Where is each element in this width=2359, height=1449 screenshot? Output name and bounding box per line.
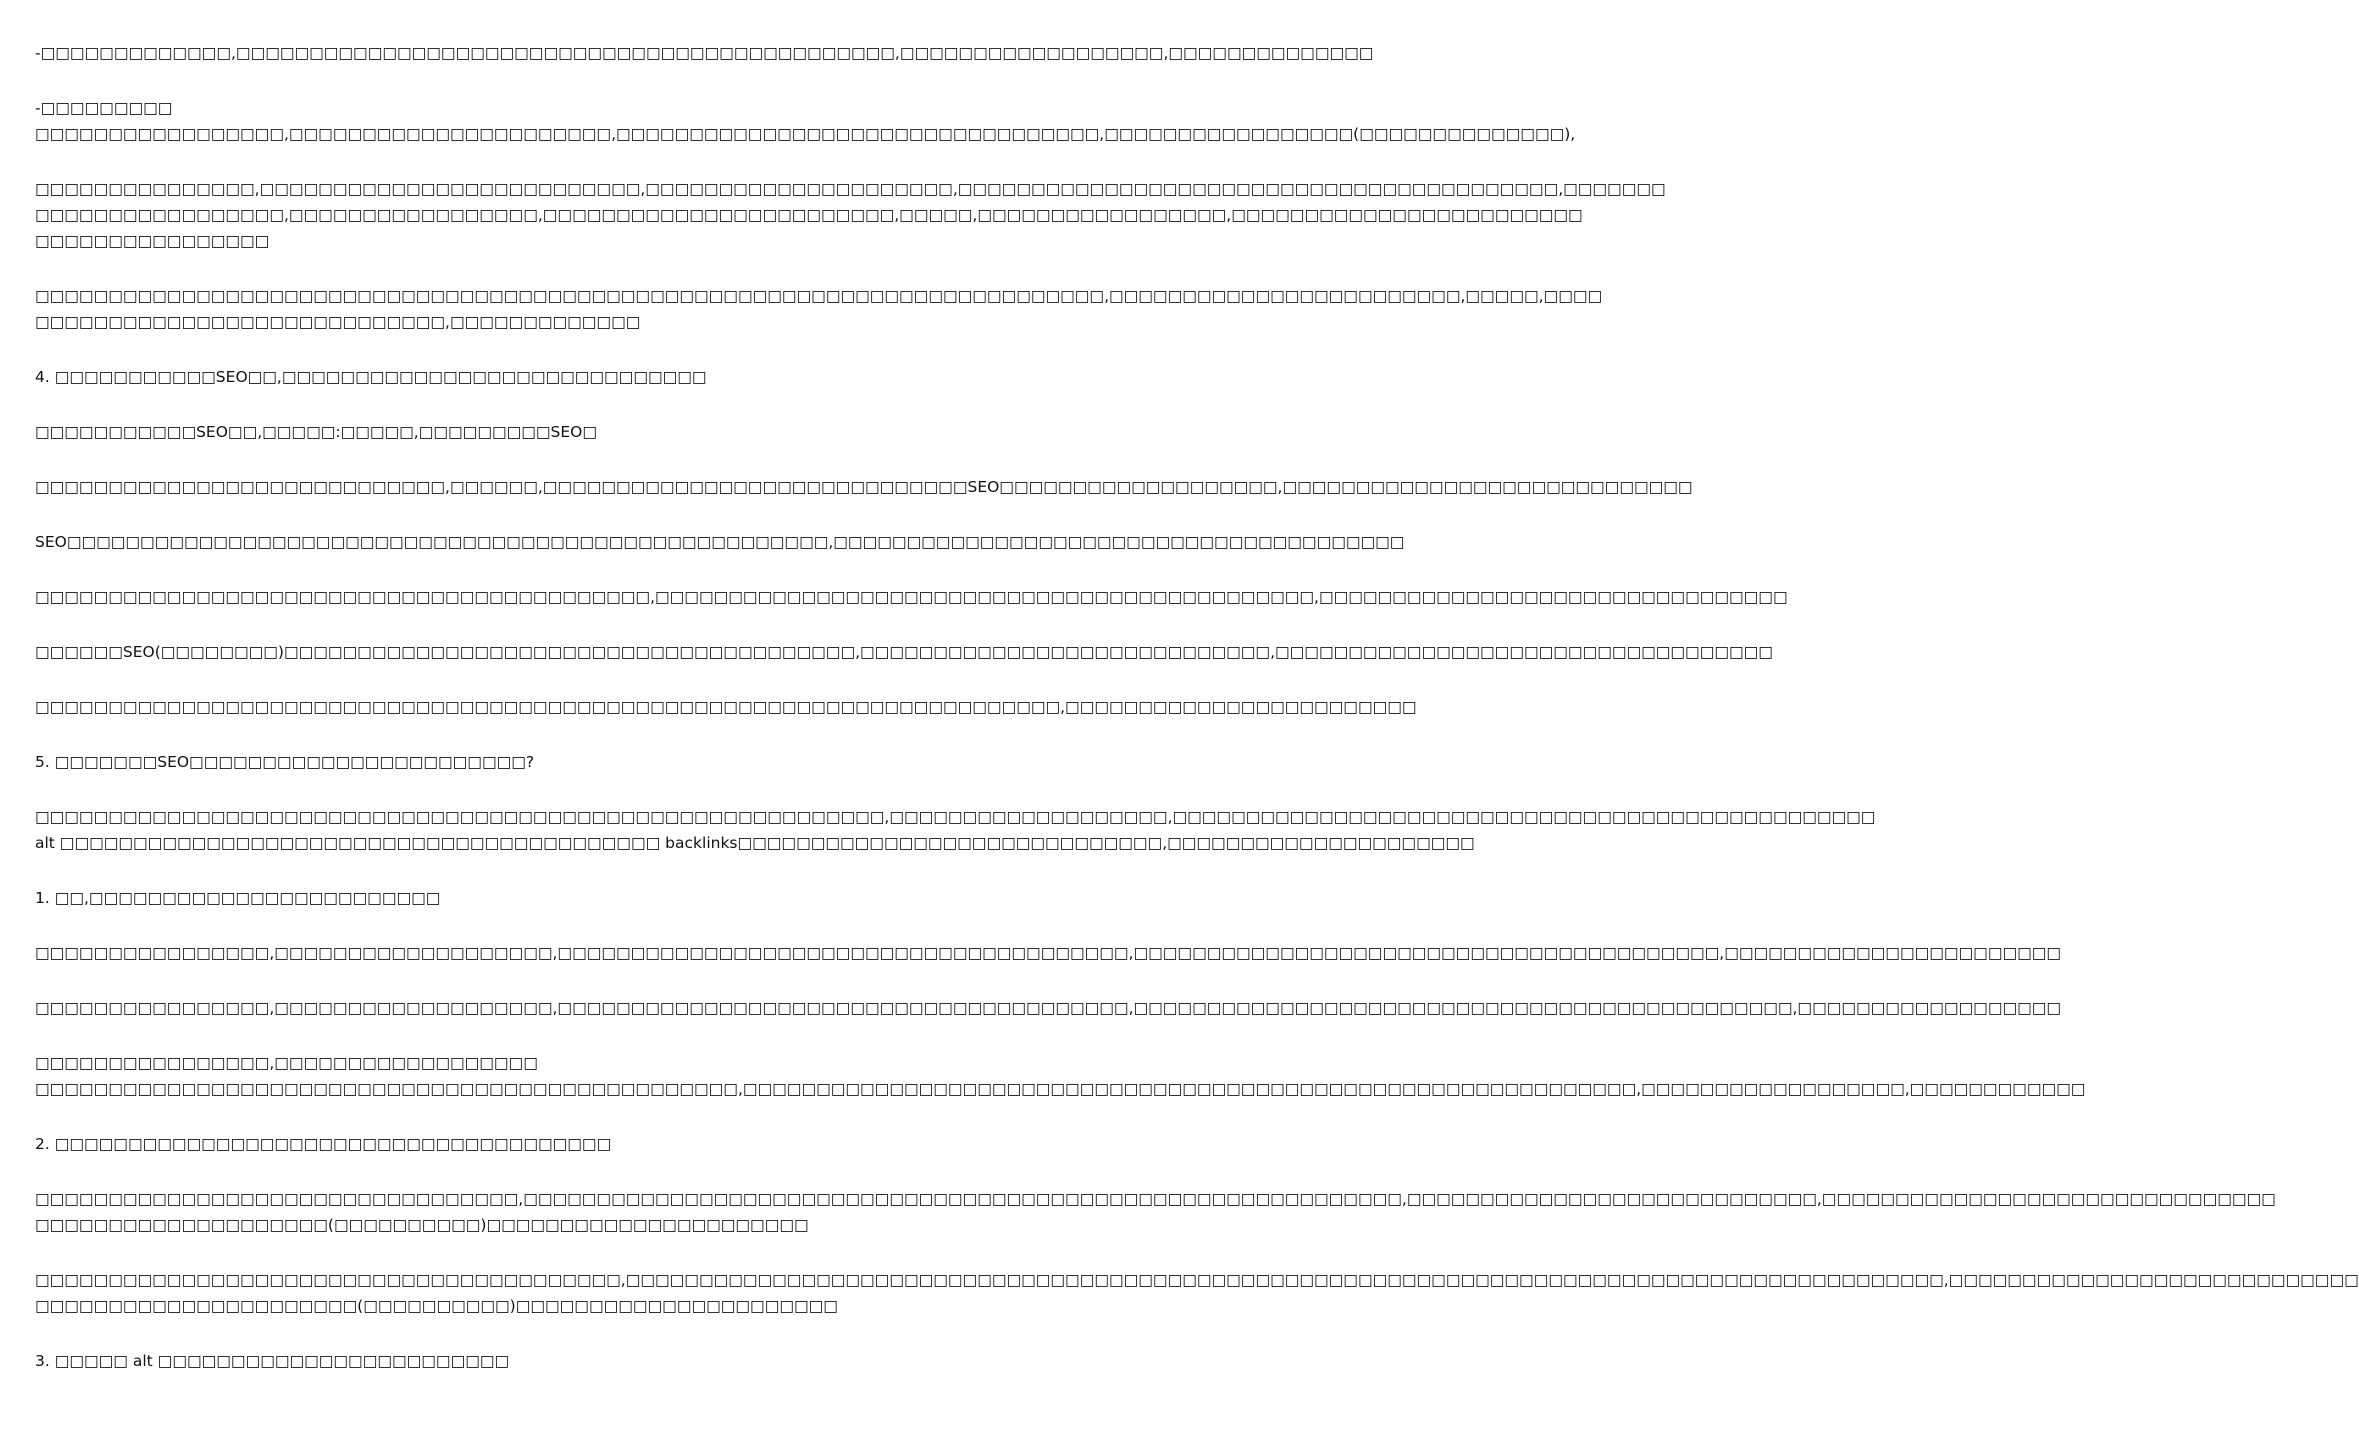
section-heading — [35, 1348, 990, 1374]
text-line: □□□□□□□□□□□□□□□,□□□□□□□□□□□□□□□□□□□□□□□□□□,□□□□□□□□□□□□□□□□□□□□□,□□□□□□□□□□□□□□□□□□□□□□□□□□□□□□□□□□□□□□□□□,□□□□□□□ — [35, 180, 1666, 198]
text-line: □□□□□□□□□□□SEO□□,□□□□□:□□□□□,□□□□□□□□□SEO□ — [35, 423, 598, 441]
text-line: 1. □□,□□□□□□□□□□□□□□□□□□□□□□□□ — [35, 889, 441, 907]
text-line: □□□□□□□□□□□□□□□□,□□□□□□□□□□□□□□□□□□□,□□□□□□□□□□□□□□□□□□□□□□□□□□□□□□□□□□□□□□□,□□□□□□□□□□□□□□□□□□□□□□□□□□□□□□□□□□□□□□□□□□□□□,□□□□□□□□□□□□□□□□□□ — [35, 999, 2062, 1017]
text-line: □□□□□□□□□□□□□□□□,□□□□□□□□□□□□□□□□□□ — [35, 1054, 538, 1072]
paragraph — [35, 1186, 2276, 1238]
text-line: □□□□□□□□□□□□□□□□□□□□□□□□□□□□□□□□□□□□□□□□,□□□□□□□□□□□□□□□□□□□□□□□□□□□□□□□□□□□□□□□□□□□□□□□□□□□□□□□□□□□□□□□□□□□□□□□□□□□□□□□□□□□□□□□□□□,□□□□□□□□□□□□□□□□□□□□□□□□□□□□ — [35, 1271, 2359, 1289]
paragraph — [35, 419, 990, 445]
paragraph — [35, 95, 1576, 147]
text-line: alt □□□□□□□□□□□□□□□□□□□□□□□□□□□□□□□□□□□□□□□□□ backlinks□□□□□□□□□□□□□□□□□□□□□□□□□□□□□,□□□□□□□□□□□□□□□□□□□□□ — [35, 834, 1475, 852]
text-line: 3. □□□□□ alt □□□□□□□□□□□□□□□□□□□□□□□□ — [35, 1352, 510, 1370]
text-line: □□□□□□□□□□□□□□□□□□□□□□(□□□□□□□□□□)□□□□□□□□□□□□□□□□□□□□□□ — [35, 1297, 838, 1315]
paragraph — [35, 1267, 2359, 1319]
text-line: □□□□□□□□□□□□□□□□□,□□□□□□□□□□□□□□□□□□□□□□,□□□□□□□□□□□□□□□□□□□□□□□□□□□□□□□□□,□□□□□□□□□□□□□□□□□(□□□□□□□□□□□□□□), — [35, 125, 1576, 143]
paragraph — [35, 995, 2062, 1021]
text-line: □□□□□□□□□□□□□□□□□,□□□□□□□□□□□□□□□□□,□□□□□□□□□□□□□□□□□□□□□□□□,□□□□□,□□□□□□□□□□□□□□□□□,□□□□□□□□□□□□□□□□□□□□□□□□ — [35, 206, 1583, 224]
paragraph — [35, 694, 1417, 720]
paragraph — [35, 474, 1693, 500]
text-line: -□□□□□□□□□□□□□,□□□□□□□□□□□□□□□□□□□□□□□□□□□□□□□□□□□□□□□□□□□□□,□□□□□□□□□□□□□□□□□□,□□□□□□□□□□□□□□ — [35, 44, 1374, 62]
paragraph — [35, 639, 1773, 665]
paragraph — [35, 283, 1603, 335]
text-line: □□□□□□□□□□□□□□□□ — [35, 232, 270, 250]
text-line: □□□□□□SEO(□□□□□□□□)□□□□□□□□□□□□□□□□□□□□□□□□□□□□□□□□□□□□□□□,□□□□□□□□□□□□□□□□□□□□□□□□□□□□,□□□□□□□□□□□□□□□□□□□□□□□□□□□□□□□□□□ — [35, 643, 1773, 661]
paragraph — [35, 584, 1788, 610]
paragraph — [35, 804, 1876, 856]
text-line: □□□□□□□□□□□□□□□□□□□□□□□□□□□□□□□□□□□□□□□□□□□□□□□□□□□□□□□□□□□□□□□□□□□□□□□□□,□□□□□□□□□□□□□□□□□□□□□□□□,□□□□□,□□□□ — [35, 287, 1603, 305]
text-line: □□□□□□□□□□□□□□□□□□□□□□□□□□□□,□□□□□□,□□□□□□□□□□□□□□□□□□□□□□□□□□□□□SEO□□□□□□□□□□□□□□□□□□□,□□□□□□□□□□□□□□□□□□□□□□□□□□□□ — [35, 478, 1693, 496]
document-body — [35, 40, 2359, 1403]
paragraph — [35, 40, 1374, 66]
paragraph — [35, 1050, 2086, 1102]
section-heading — [35, 749, 990, 775]
text-line: □□□□□□□□□□□□□□□□□□□□□□□□□□□□□□□□□□□□□□□□□□□□□□□□□□□□□□□□□□,□□□□□□□□□□□□□□□□□□□,□□□□□□□□□□□□□□□□□□□□□□□□□□□□□□□□□□□□□□□□□□□□□□□□ — [35, 808, 1876, 826]
text-line: 2. □□□□□□□□□□□□□□□□□□□□□□□□□□□□□□□□□□□□□□ — [35, 1135, 612, 1153]
text-line: 4. □□□□□□□□□□□SEO□□,□□□□□□□□□□□□□□□□□□□□□□□□□□□□□ — [35, 368, 707, 386]
section-heading — [35, 364, 990, 390]
text-line: □□□□□□□□□□□□□□□□□□□□(□□□□□□□□□□)□□□□□□□□□□□□□□□□□□□□□□ — [35, 1216, 809, 1234]
text-line: □□□□□□□□□□□□□□□□□□□□□□□□□□□□,□□□□□□□□□□□□□ — [35, 313, 641, 331]
text-line: SEO□□□□□□□□□□□□□□□□□□□□□□□□□□□□□□□□□□□□□□□□□□□□□□□□□□□□,□□□□□□□□□□□□□□□□□□□□□□□□□□□□□□□□□□□□□□□ — [35, 533, 1405, 551]
text-line: □□□□□□□□□□□□□□□□□□□□□□□□□□□□□□□□□,□□□□□□□□□□□□□□□□□□□□□□□□□□□□□□□□□□□□□□□□□□□□□□□□□□□□□□□□□□□□,□□□□□□□□□□□□□□□□□□□□□□□□□□□□,□□□□□□□□□□□□□□□□□□□□□□□□□□□□□□□ — [35, 1190, 2276, 1208]
text-line: □□□□□□□□□□□□□□□□□□□□□□□□□□□□□□□□□□□□□□□□□□,□□□□□□□□□□□□□□□□□□□□□□□□□□□□□□□□□□□□□□□□□□□□□,□□□□□□□□□□□□□□□□□□□□□□□□□□□□□□□□ — [35, 588, 1788, 606]
text-line: □□□□□□□□□□□□□□□□□□□□□□□□□□□□□□□□□□□□□□□□□□□□□□□□□□□□□□□□□□□□□□□□□□□□□□,□□□□□□□□□□□□□□□□□□□□□□□□ — [35, 698, 1417, 716]
text-line: -□□□□□□□□□ — [35, 99, 173, 117]
paragraph — [35, 940, 2062, 966]
text-line: 5. □□□□□□□SEO□□□□□□□□□□□□□□□□□□□□□□□? — [35, 753, 535, 771]
text-line: □□□□□□□□□□□□□□□□,□□□□□□□□□□□□□□□□□□□,□□□□□□□□□□□□□□□□□□□□□□□□□□□□□□□□□□□□□□□,□□□□□□□□□□□□□□□□□□□□□□□□□□□□□□□□□□□□□□□□,□□□□□□□□□□□□□□□□□□□□□□□ — [35, 944, 2062, 962]
paragraph — [35, 176, 1666, 254]
section-heading — [35, 1131, 990, 1157]
paragraph — [35, 529, 1405, 555]
text-line: □□□□□□□□□□□□□□□□□□□□□□□□□□□□□□□□□□□□□□□□□□□□□□□□,□□□□□□□□□□□□□□□□□□□□□□□□□□□□□□□□□□□□□□□□□□□□□□□□□□□□□□□□□□□□□,□□□□□□□□□□□□□□□□□□,□□□□□□□□□□□□ — [35, 1080, 2086, 1098]
section-heading — [35, 885, 990, 911]
